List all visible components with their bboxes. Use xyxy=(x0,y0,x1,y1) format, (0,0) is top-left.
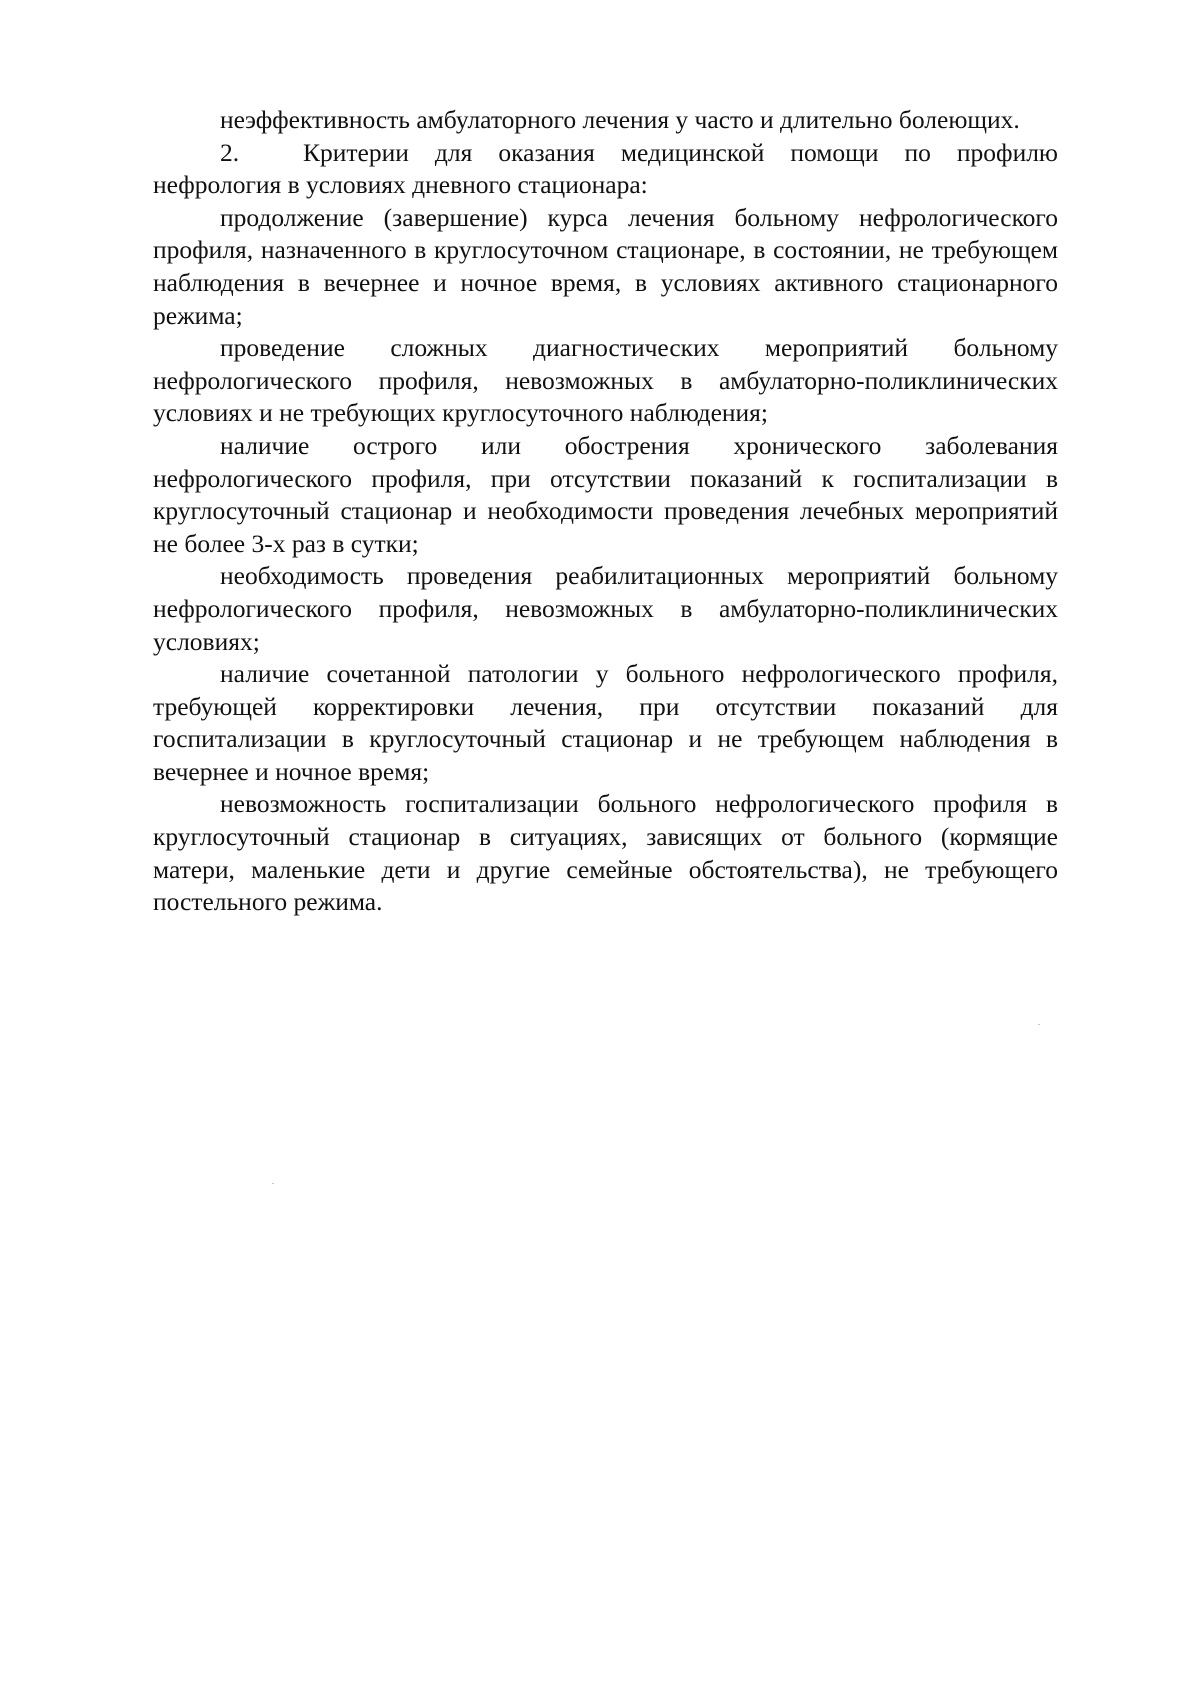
paragraph-4-text: проведение сложных диагностических мероприятий больному нефрологического профиля, невозможных в амбулаторно-поликлинических условиях и не требующих круглосуточного наблюдения; xyxy=(153,333,1058,428)
paragraph-8-text: невозможность госпитализации больного нефрологического профиля в круглосуточный стационар в ситуациях, зависящих от больного (кормящие матери, маленькие дети и другие семейные обстоятельства), не требующего постельного режима. xyxy=(153,789,1058,917)
paragraph-2-number: 2. xyxy=(220,137,240,167)
paragraph-3-text: продолжение (завершение) курса лечения больному нефрологического профиля, назначенного в круглосуточном стационаре, в состоянии, не требующем наблюдения в вечернее и ночное время, в условиях активного стационарного режима; xyxy=(153,202,1058,330)
paragraph-7 xyxy=(153,658,1058,788)
paragraph-1-text: неэффективность амбулаторного лечения у часто и длительно болеющих. xyxy=(220,105,1020,134)
paragraph-1 xyxy=(153,104,1058,137)
paragraph-2-text: Критерии для оказания медицинской помощи по профилю нефрология в условиях дневного стационара: xyxy=(153,137,1058,200)
paragraph-3 xyxy=(153,202,1058,332)
scan-speck xyxy=(1038,1024,1040,1025)
paragraph-4 xyxy=(153,332,1058,430)
paragraph-6 xyxy=(153,560,1058,658)
paragraph-7-text: наличие сочетанной патологии у больного нефрологического профиля, требующей корректировки лечения, при отсутствии показаний для госпитализации в круглосуточный стационар и не требующем наблюдения в вечернее и ночное время; xyxy=(153,659,1058,786)
paragraph-5-text: наличие острого или обострения хронического заболевания нефрологического профиля, при отсутствии показаний к госпитализации в круглосуточный стационар и необходимости проведения лечебных мероприятий не более 3-х раз в сутки; xyxy=(153,430,1058,558)
scan-speck xyxy=(272,1183,274,1184)
paragraph-5 xyxy=(153,430,1058,560)
document-body xyxy=(153,104,1058,919)
paragraph-8 xyxy=(153,788,1058,918)
paragraph-2-numbered xyxy=(153,137,1058,202)
paragraph-6-text: необходимость проведения реабилитационных мероприятий больному нефрологического профиля, невозможных в амбулаторно-поликлинических условиях; xyxy=(153,561,1058,656)
